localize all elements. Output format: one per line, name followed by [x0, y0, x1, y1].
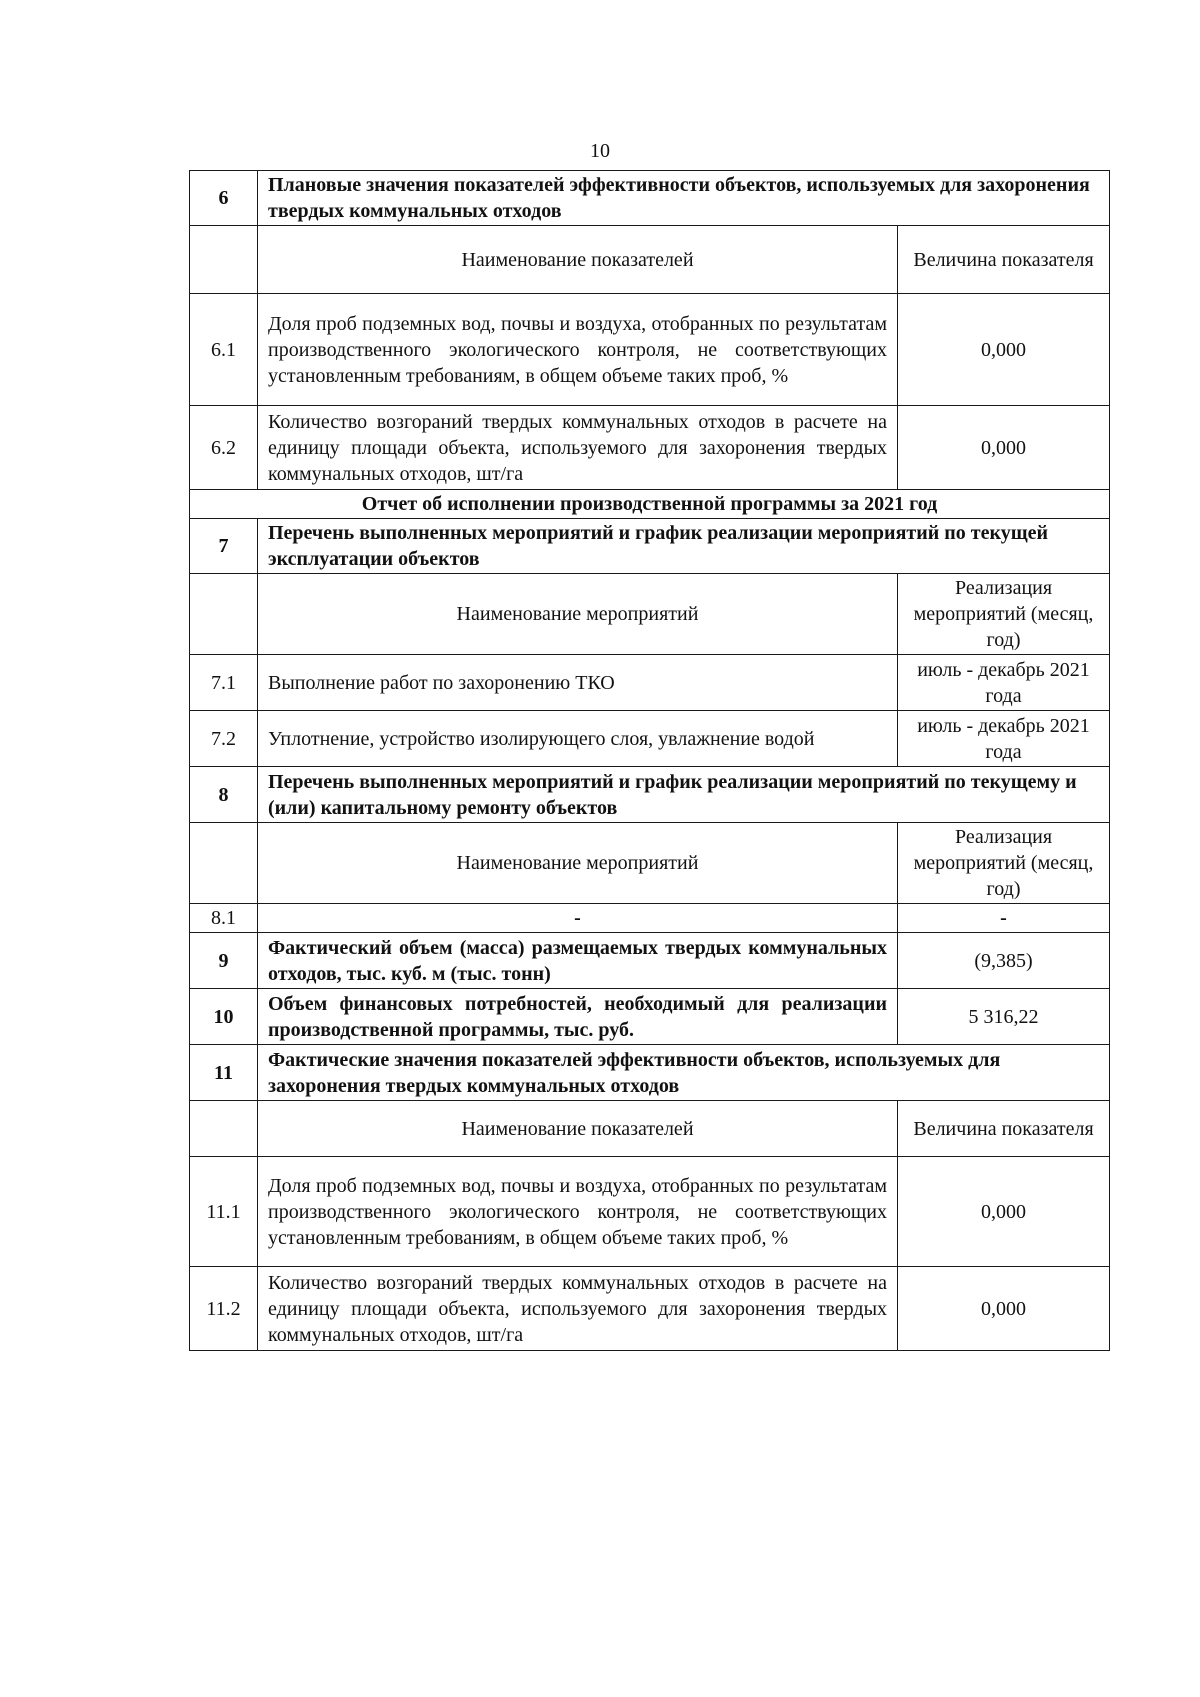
- empty-cell: [190, 574, 258, 655]
- table-row: [190, 904, 1110, 933]
- section-8-header: [190, 767, 1110, 823]
- section-number: 9: [190, 933, 258, 989]
- table-row: [190, 1267, 1110, 1351]
- section-title: Фактические значения показателей эффективности объектов, используемых для захоронения твердых коммунальных отходов: [258, 1045, 1110, 1101]
- row-number: 7.2: [190, 711, 258, 767]
- section-value: 5 316,22: [898, 989, 1110, 1045]
- column-header-value: Величина показателя: [898, 1101, 1110, 1157]
- section-9-row: [190, 933, 1110, 989]
- section-7-column-headers: [190, 574, 1110, 655]
- table-row: [190, 294, 1110, 406]
- production-program-table: [189, 170, 1110, 1351]
- column-header-value: Реализация мероприятий (месяц, год): [898, 574, 1110, 655]
- row-text: Количество возгораний твердых коммунальных отходов в расчете на единицу площади объекта, используемого для захоронения твердых коммунальных отходов, шт/га: [258, 1267, 898, 1351]
- row-text: Количество возгораний твердых коммунальных отходов в расчете на единицу площади объекта, используемого для захоронения твердых коммунальных отходов, шт/га: [258, 406, 898, 490]
- table-row: [190, 655, 1110, 711]
- row-value: 0,000: [898, 294, 1110, 406]
- section-number: 10: [190, 989, 258, 1045]
- section-number: 6: [190, 171, 258, 226]
- section-number: 7: [190, 519, 258, 574]
- row-text: Доля проб подземных вод, почвы и воздуха, отобранных по результатам производственного экологического контроля, не соответствующих установленным требованиям, в общем объеме таких проб, %: [258, 294, 898, 406]
- row-number: 8.1: [190, 904, 258, 933]
- column-header-value: Величина показателя: [898, 226, 1110, 294]
- section-text: Объем финансовых потребностей, необходимый для реализации производственной программы, тыс. руб.: [258, 989, 898, 1045]
- row-number: 6.1: [190, 294, 258, 406]
- section-number: 8: [190, 767, 258, 823]
- row-value: 0,000: [898, 1157, 1110, 1267]
- table-row: [190, 711, 1110, 767]
- row-text: -: [258, 904, 898, 933]
- row-number: 6.2: [190, 406, 258, 490]
- row-number: 11.1: [190, 1157, 258, 1267]
- row-text: Уплотнение, устройство изолирующего слоя, увлажнение водой: [258, 711, 898, 767]
- section-10-row: [190, 989, 1110, 1045]
- row-value: -: [898, 904, 1110, 933]
- column-header-value: Реализация мероприятий (месяц, год): [898, 823, 1110, 904]
- column-header-name: Наименование мероприятий: [258, 823, 898, 904]
- section-title: Плановые значения показателей эффективности объектов, используемых для захоронения твердых коммунальных отходов: [258, 171, 1110, 226]
- empty-cell: [190, 823, 258, 904]
- row-number: 11.2: [190, 1267, 258, 1351]
- column-header-name: Наименование показателей: [258, 226, 898, 294]
- column-header-name: Наименование показателей: [258, 1101, 898, 1157]
- report-title: Отчет об исполнении производственной программы за 2021 год: [190, 490, 1110, 519]
- row-text: Выполнение работ по захоронению ТКО: [258, 655, 898, 711]
- section-title: Перечень выполненных мероприятий и график реализации мероприятий по текущей эксплуатации объектов: [258, 519, 1110, 574]
- table-row: [190, 1157, 1110, 1267]
- row-number: 7.1: [190, 655, 258, 711]
- report-title-row: [190, 490, 1110, 519]
- section-11-header: [190, 1045, 1110, 1101]
- section-11-column-headers: [190, 1101, 1110, 1157]
- section-number: 11: [190, 1045, 258, 1101]
- empty-cell: [190, 1101, 258, 1157]
- table-row: [190, 406, 1110, 490]
- empty-cell: [190, 226, 258, 294]
- row-value: июль - декабрь 2021 года: [898, 655, 1110, 711]
- section-6-header: [190, 171, 1110, 226]
- page-number: 10: [590, 140, 610, 162]
- section-6-column-headers: [190, 226, 1110, 294]
- section-text: Фактический объем (масса) размещаемых твердых коммунальных отходов, тыс. куб. м (тыс. тонн): [258, 933, 898, 989]
- row-value: 0,000: [898, 1267, 1110, 1351]
- column-header-name: Наименование мероприятий: [258, 574, 898, 655]
- row-value: июль - декабрь 2021 года: [898, 711, 1110, 767]
- row-value: 0,000: [898, 406, 1110, 490]
- section-8-column-headers: [190, 823, 1110, 904]
- row-text: Доля проб подземных вод, почвы и воздуха, отобранных по результатам производственного экологического контроля, не соответствующих установленным требованиям, в общем объеме таких проб, %: [258, 1157, 898, 1267]
- section-value: (9,385): [898, 933, 1110, 989]
- section-7-header: [190, 519, 1110, 574]
- section-title: Перечень выполненных мероприятий и график реализации мероприятий по текущему и (или) капитальному ремонту объектов: [258, 767, 1110, 823]
